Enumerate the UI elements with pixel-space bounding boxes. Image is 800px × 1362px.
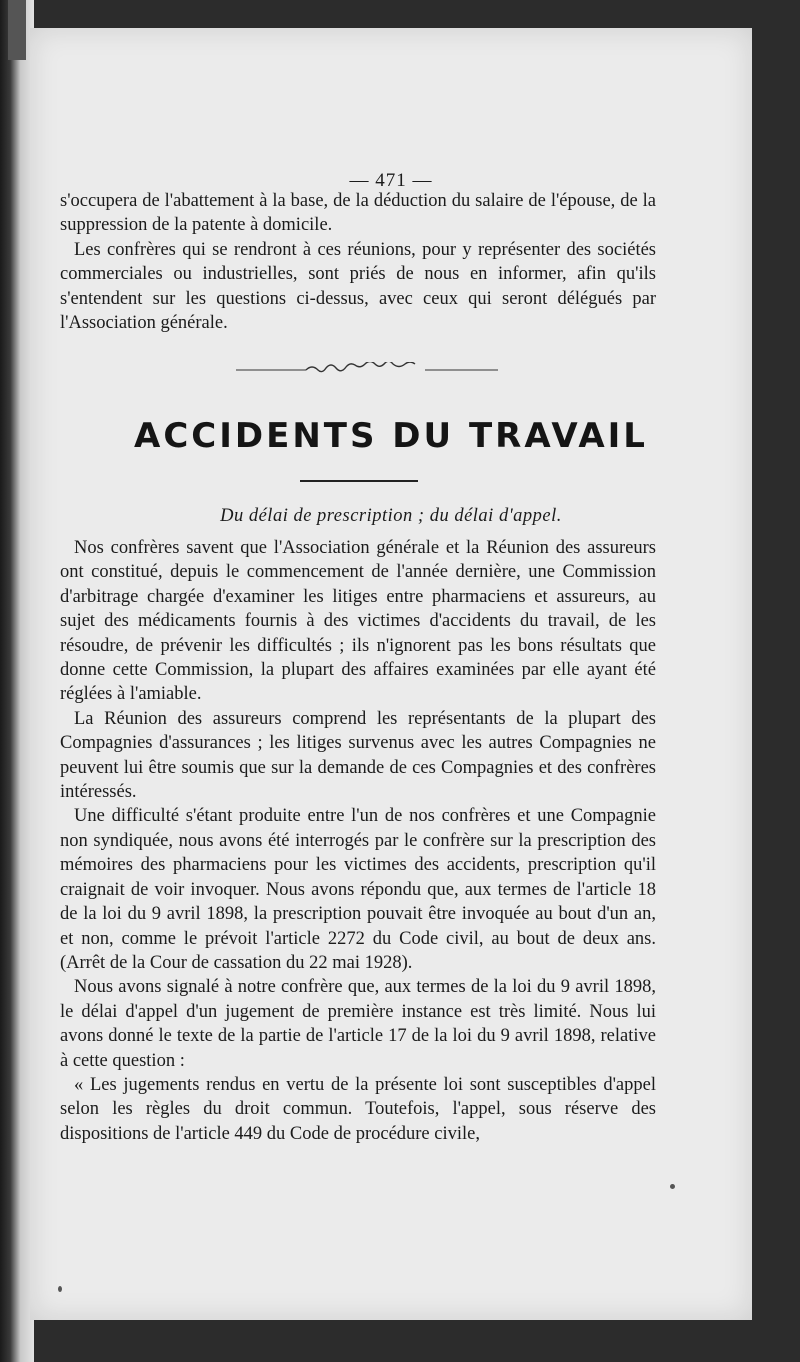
section-subtitle: Du délai de prescription ; du délai d'appel. bbox=[220, 506, 562, 526]
body-paragraph-2: La Réunion des assureurs comprend les représentants de la plupart des Compagnies d'assurances ; les litiges survenus avec les autres Compagnies ne peuvent lui être soumis que sur la demande de ces Compagnies et des confrères intéressés. bbox=[60, 708, 656, 803]
section-body bbox=[60, 536, 656, 1146]
binding-spine bbox=[8, 0, 26, 60]
paper-speck bbox=[58, 1286, 62, 1292]
body-paragraph-4: Nous avons signalé à notre confrère que, aux termes de la loi du 9 avril 1898, le délai d'appel d'un jugement de première instance est très limité. Nous lui avons donné le texte de la partie de l'article 17 de la loi du 9 avril 1898, relative à cette question : bbox=[60, 977, 656, 1071]
ornamental-divider bbox=[236, 362, 498, 376]
body-paragraph-5: « Les jugements rendus en vertu de la présente loi sont susceptibles d'appel selon les règles du droit commun. Toutefois, l'appel, sous réserve des dispositions de l'article 449 du Code de procédure civile, bbox=[60, 1074, 656, 1144]
paper-speck bbox=[670, 1184, 675, 1189]
body-paragraph-3: Une difficulté s'étant produite entre l'un de nos confrères et une Compagnie non syndiquée, nous avons été interrogés par le confrère sur la prescription des mémoires des pharmaciens pour les victimes des accidents, prescription qu'il craignait de voir invoquer. Nous avons répondu que, aux termes de l'article 18 de la loi du 9 avril 1898, la prescription pouvait être invoquée au bout d'un an, et non, comme le prévoit l'article 2272 du Code civil, au bout de deux ans. (Arrêt de la Cour de cassation du 22 mai 1928). bbox=[60, 806, 656, 973]
intro-text bbox=[60, 189, 656, 335]
body-paragraph-1: Nos confrères savent que l'Association générale et la Réunion des assureurs ont constitué, depuis le commencement de l'année dernière, une Commission d'arbitrage chargée d'examiner les litiges entre pharmaciens et assureurs, au sujet des médicaments fournis à des victimes d'accidents du travail, de les résoudre, de prévenir les difficultés ; ils n'ignorent pas les bons résultats que donne cette Commission, la plupart des affaires examinées par elle ayant été réglées à l'amiable. bbox=[60, 538, 656, 705]
book-binding-edge bbox=[0, 0, 34, 1362]
page-number: — 471 — bbox=[349, 170, 433, 191]
section-title: ACCIDENTS DU TRAVAIL bbox=[134, 416, 648, 456]
title-underline bbox=[300, 480, 418, 482]
document-page bbox=[30, 28, 752, 1320]
intro-paragraph-1: s'occupera de l'abattement à la base, de la déduction du salaire de l'épouse, de la suppression de la patente à domicile. bbox=[60, 191, 656, 236]
intro-paragraph-2: Les confrères qui se rendront à ces réunions, pour y représenter des sociétés commerciales ou industrielles, sont priés de nous en informer, afin qu'ils s'entendent sur les questions ci-dessus, avec ceux qui seront délégués par l'Association générale. bbox=[60, 239, 656, 334]
